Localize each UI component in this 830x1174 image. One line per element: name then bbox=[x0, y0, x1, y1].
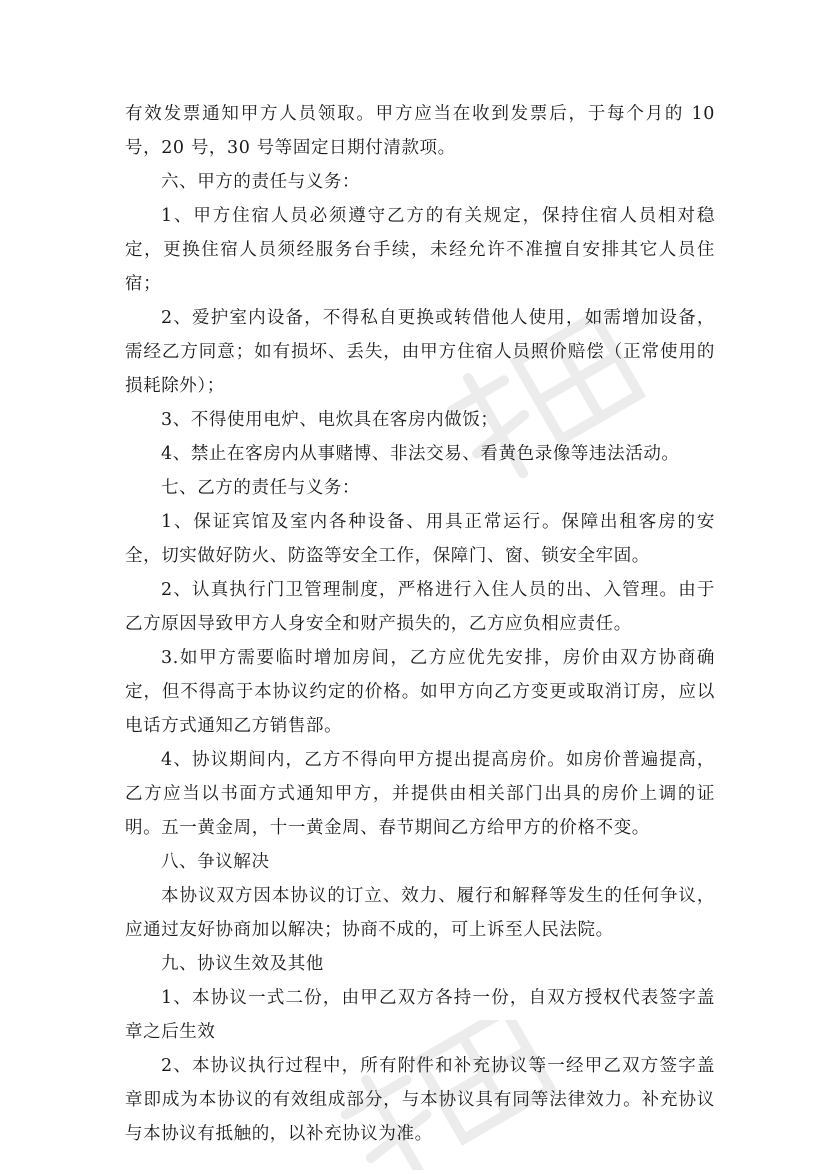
paragraph: 1、本协议一式二份，由甲乙双方各持一份，自双方授权代表签字盖章之后生效 bbox=[125, 988, 715, 1042]
paragraph: 本协议双方因本协议的订立、效力、履行和解释等发生的任何争议，应通过友好协商加以解决；协商不成的，可上诉至人民法院。 bbox=[125, 886, 715, 940]
paragraph: 2、认真执行门卫管理制度，严格进行入住人员的出、入管理。由于乙方原因导致甲方人身安全和财产损失的，乙方应负相应责任。 bbox=[125, 580, 715, 634]
section-heading-party-a-duties: 六、甲方的责任与义务： bbox=[161, 172, 361, 192]
section-heading-party-b-duties: 七、乙方的责任与义务： bbox=[161, 478, 361, 498]
paragraph: 2、爱护室内设备，不得私自更换或转借他人使用，如需增加设备，需经乙方同意；如有损坏、丢失，由甲方住宿人员照价赔偿（正常使用的损耗除外）； bbox=[125, 308, 715, 396]
paragraph: 4、禁止在客房内从事赌博、非法交易、看黄色录像等违法活动。 bbox=[161, 444, 680, 464]
paragraph: 3.如甲方需要临时增加房间，乙方应优先安排，房价由双方协商确定，但不得高于本协议约定的价格。如甲方向乙方变更或取消订房，应以电话方式通知乙方销售部。 bbox=[125, 648, 715, 736]
paragraph: 4、协议期间内，乙方不得向甲方提出提高房价。如房价普遍提高，乙方应当以书面方式通知甲方，并提供由相关部门出具的房价上调的证明。五一黄金周，十一黄金周、春节期间乙方给甲方的价格不变。 bbox=[125, 750, 715, 838]
paragraph: 2、本协议执行过程中，所有附件和补充协议等一经甲乙双方签字盖章即成为本协议的有效组成部分，与本协议具有同等法律效力。补充协议与本协议有抵触的，以补充协议为准。 bbox=[125, 1056, 715, 1144]
paragraph: 1、甲方住宿人员必须遵守乙方的有关规定，保持住宿人员相对稳定，更换住宿人员须经服务台手续，未经允许不准擅自安排其它人员住宿； bbox=[125, 206, 715, 294]
section-heading-dispute-resolution: 八、争议解决 bbox=[161, 852, 270, 872]
paragraph: 有效发票通知甲方人员领取。甲方应当在收到发票后，于每个月的 10 号，20 号，30 号等固定日期付清款项。 bbox=[125, 104, 715, 158]
document-body bbox=[125, 97, 715, 1151]
paragraph: 3、不得使用电炉、电炊具在客房内做饭； bbox=[161, 410, 499, 430]
section-heading-effectiveness: 九、协议生效及其他 bbox=[161, 954, 324, 974]
paragraph: 1、保证宾馆及室内各种设备、用具正常运行。保障出租客房的安全，切实做好防火、防盗等安全工作，保障门、窗、锁安全牢固。 bbox=[125, 512, 715, 566]
